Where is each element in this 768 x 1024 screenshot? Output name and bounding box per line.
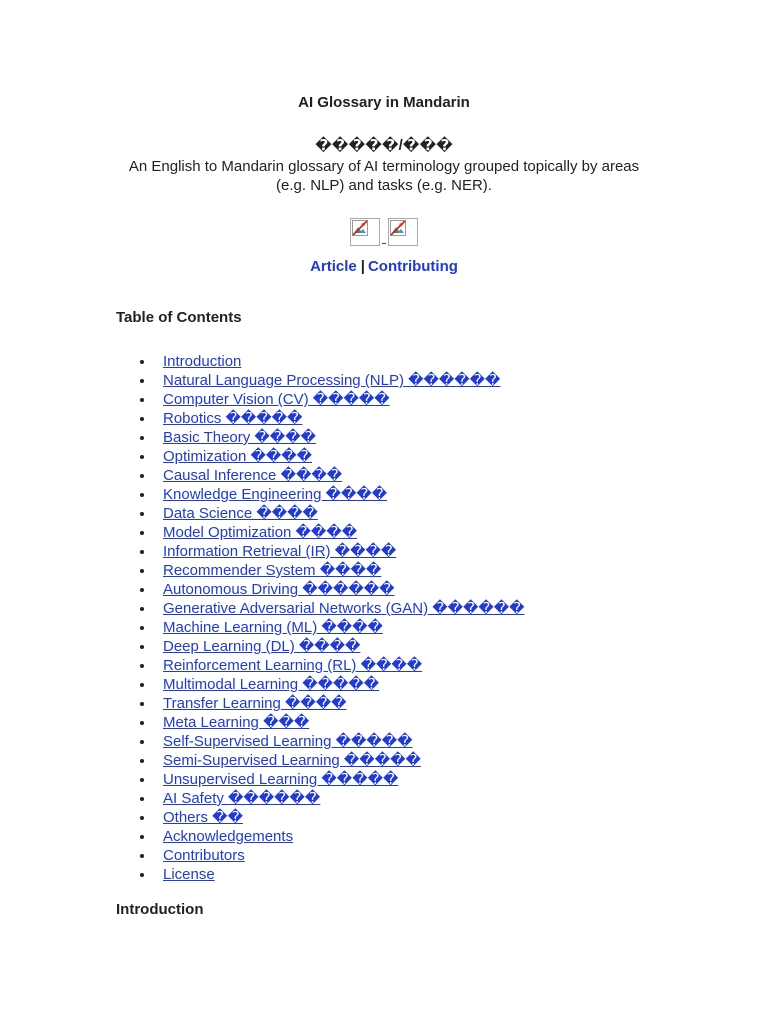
toc-item	[116, 865, 652, 884]
toc-item	[116, 827, 652, 846]
toc-link[interactable]: Recommender System ����	[163, 562, 382, 579]
toc-item	[116, 428, 652, 447]
toc-item	[116, 770, 652, 789]
broken-image-icon	[352, 220, 368, 236]
toc-link[interactable]: Acknowledgements	[163, 828, 294, 845]
page-title: AI Glossary in Mandarin	[298, 94, 470, 111]
broken-image-icon	[390, 220, 406, 236]
toc-link[interactable]: Unsupervised Learning �����	[163, 771, 399, 788]
toc-link[interactable]: Model Optimization ����	[163, 524, 358, 541]
toc-link[interactable]: License	[163, 866, 215, 883]
badge-image-2[interactable]	[388, 218, 418, 246]
toc-item	[116, 447, 652, 466]
article-link[interactable]: Article	[310, 258, 357, 275]
toc-item	[116, 808, 652, 827]
toc-item	[116, 352, 652, 371]
toc-item	[116, 656, 652, 675]
toc-link[interactable]: Computer Vision (CV) �����	[163, 391, 390, 408]
toc-item	[116, 599, 652, 618]
toc-link[interactable]: Semi-Supervised Learning �����	[163, 752, 421, 769]
toc-item	[116, 713, 652, 732]
toc-link[interactable]: Machine Learning (ML) ����	[163, 619, 383, 636]
header-links	[116, 257, 652, 276]
badge-image-1[interactable]	[350, 218, 380, 246]
toc-link[interactable]: Generative Adversarial Networks (GAN) ������	[163, 600, 525, 617]
toc-link[interactable]: Multimodal Learning �����	[163, 676, 380, 693]
toc-item	[116, 371, 652, 390]
contributing-link[interactable]: Contributing	[367, 258, 458, 275]
toc-item	[116, 580, 652, 599]
toc-item	[116, 523, 652, 542]
toc-item	[116, 504, 652, 523]
toc-link[interactable]: Contributors	[163, 847, 245, 864]
toc-link[interactable]: Optimization ����	[163, 448, 313, 465]
toc-link[interactable]: Knowledge Engineering ����	[163, 486, 388, 503]
toc-item	[116, 732, 652, 751]
toc-link[interactable]: Natural Language Processing (NLP) ������	[163, 372, 501, 389]
toc-link[interactable]: Reinforcement Learning (RL) ����	[163, 657, 423, 674]
badge-link-underline	[382, 243, 386, 244]
toc-item	[116, 561, 652, 580]
toc-item	[116, 618, 652, 637]
page-subtitle: �����/���	[315, 137, 453, 154]
toc-item	[116, 542, 652, 561]
page-description: An English to Mandarin glossary of AI terminology grouped topically by areas (e.g. NLP) and tasks (e.g. NER).	[128, 158, 640, 194]
toc-link[interactable]: Self-Supervised Learning �����	[163, 733, 413, 750]
toc-item	[116, 694, 652, 713]
toc-item	[116, 390, 652, 409]
toc-item	[116, 637, 652, 656]
toc-link[interactable]: Data Science ����	[163, 505, 318, 522]
toc-item	[116, 789, 652, 808]
toc-link[interactable]: Others ��	[163, 809, 243, 826]
toc-link[interactable]: Transfer Learning ����	[163, 695, 347, 712]
badge-row	[116, 218, 652, 246]
toc-link[interactable]: Autonomous Driving ������	[163, 581, 395, 598]
toc-link[interactable]: Robotics �����	[163, 410, 303, 427]
introduction-heading: Introduction	[116, 901, 204, 918]
toc-item	[116, 466, 652, 485]
toc-link[interactable]: Information Retrieval (IR) ����	[163, 543, 397, 560]
toc-item	[116, 675, 652, 694]
toc-link[interactable]: Causal Inference ����	[163, 467, 343, 484]
toc-link[interactable]: Basic Theory ����	[163, 429, 316, 446]
toc-link[interactable]: AI Safety ������	[163, 790, 321, 807]
toc-link[interactable]: Introduction	[163, 353, 242, 370]
toc-item	[116, 846, 652, 865]
toc-item	[116, 485, 652, 504]
toc-item	[116, 751, 652, 770]
toc-heading: Table of Contents	[116, 309, 242, 326]
toc-link[interactable]: Meta Learning ���	[163, 714, 310, 731]
table-of-contents	[116, 352, 652, 884]
toc-item	[116, 409, 652, 428]
link-separator: |	[360, 258, 365, 275]
toc-link[interactable]: Deep Learning (DL) ����	[163, 638, 361, 655]
